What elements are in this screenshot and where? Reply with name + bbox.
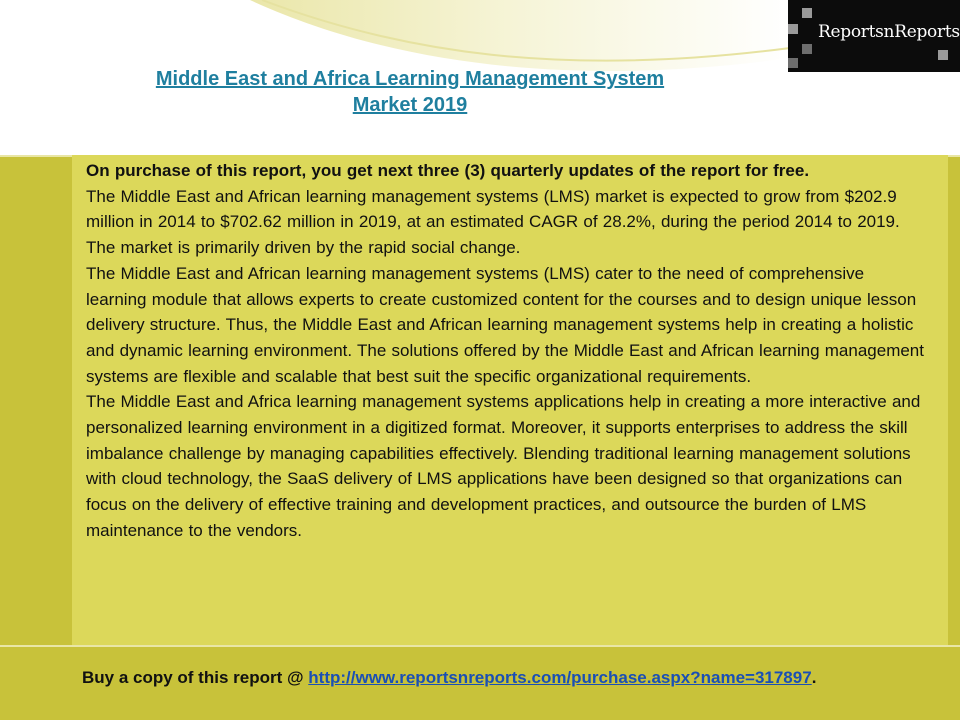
paragraph-lms-overview: The Middle East and African learning management systems (LMS) cater to the need of comprehensive learning module that allows experts to create customized content for the courses and to design unique lesson delivery structure. Thus, the Middle East and African learning management systems help in creating a holistic and dynamic learning environment. The solutions offered by the Middle East and African learning management systems are flexible and scalable that best suit the specific organizational requirements. — [86, 263, 924, 386]
report-description — [86, 158, 928, 544]
page-title — [90, 66, 730, 118]
divider-bottom — [0, 645, 960, 647]
purchase-link[interactable]: http://www.reportsnreports.com/purchase.aspx?name=317897 — [308, 668, 812, 687]
intro-text: On purchase of this report, you get next three (3) quarterly updates of the report for free. — [86, 161, 810, 180]
title-line-2: Market 2019 — [352, 94, 468, 116]
paragraph-market-growth: The Middle East and African learning management systems (LMS) market is expected to grow from $202.9 million in 2014 to $702.62 million in 2019, at an estimated CAGR of 28.2%, during the period 2014 to 2019. The market is primarily driven by the rapid social change. — [86, 186, 900, 258]
title-line-1: Middle East and Africa Learning Management System — [155, 68, 665, 90]
logo-square-decoration — [788, 24, 798, 34]
logo-square-decoration — [802, 44, 812, 54]
purchase-footer — [82, 668, 816, 688]
logo-square-decoration — [788, 58, 798, 68]
paragraph-lms-applications: The Middle East and Africa learning management systems applications help in creating a more interactive and personalized learning environment in a digitized format. Moreover, it supports enterprises to address the skill imbalance challenge by managing capabilities effectively. Blending traditional learning management solutions with cloud technology, the SaaS delivery of LMS applications have been designed so that organizations can focus on the delivery of effective training and development practices, and outsource the burden of LMS maintenance to the vendors. — [86, 392, 921, 540]
logo-square-decoration — [938, 50, 948, 60]
logo-text: ReportsnReports — [818, 22, 960, 42]
logo-square-decoration — [802, 8, 812, 18]
header — [0, 0, 960, 155]
purchase-prefix: Buy a copy of this report @ — [82, 668, 309, 687]
reportsnreports-logo — [788, 0, 960, 72]
purchase-suffix: . — [811, 668, 817, 687]
